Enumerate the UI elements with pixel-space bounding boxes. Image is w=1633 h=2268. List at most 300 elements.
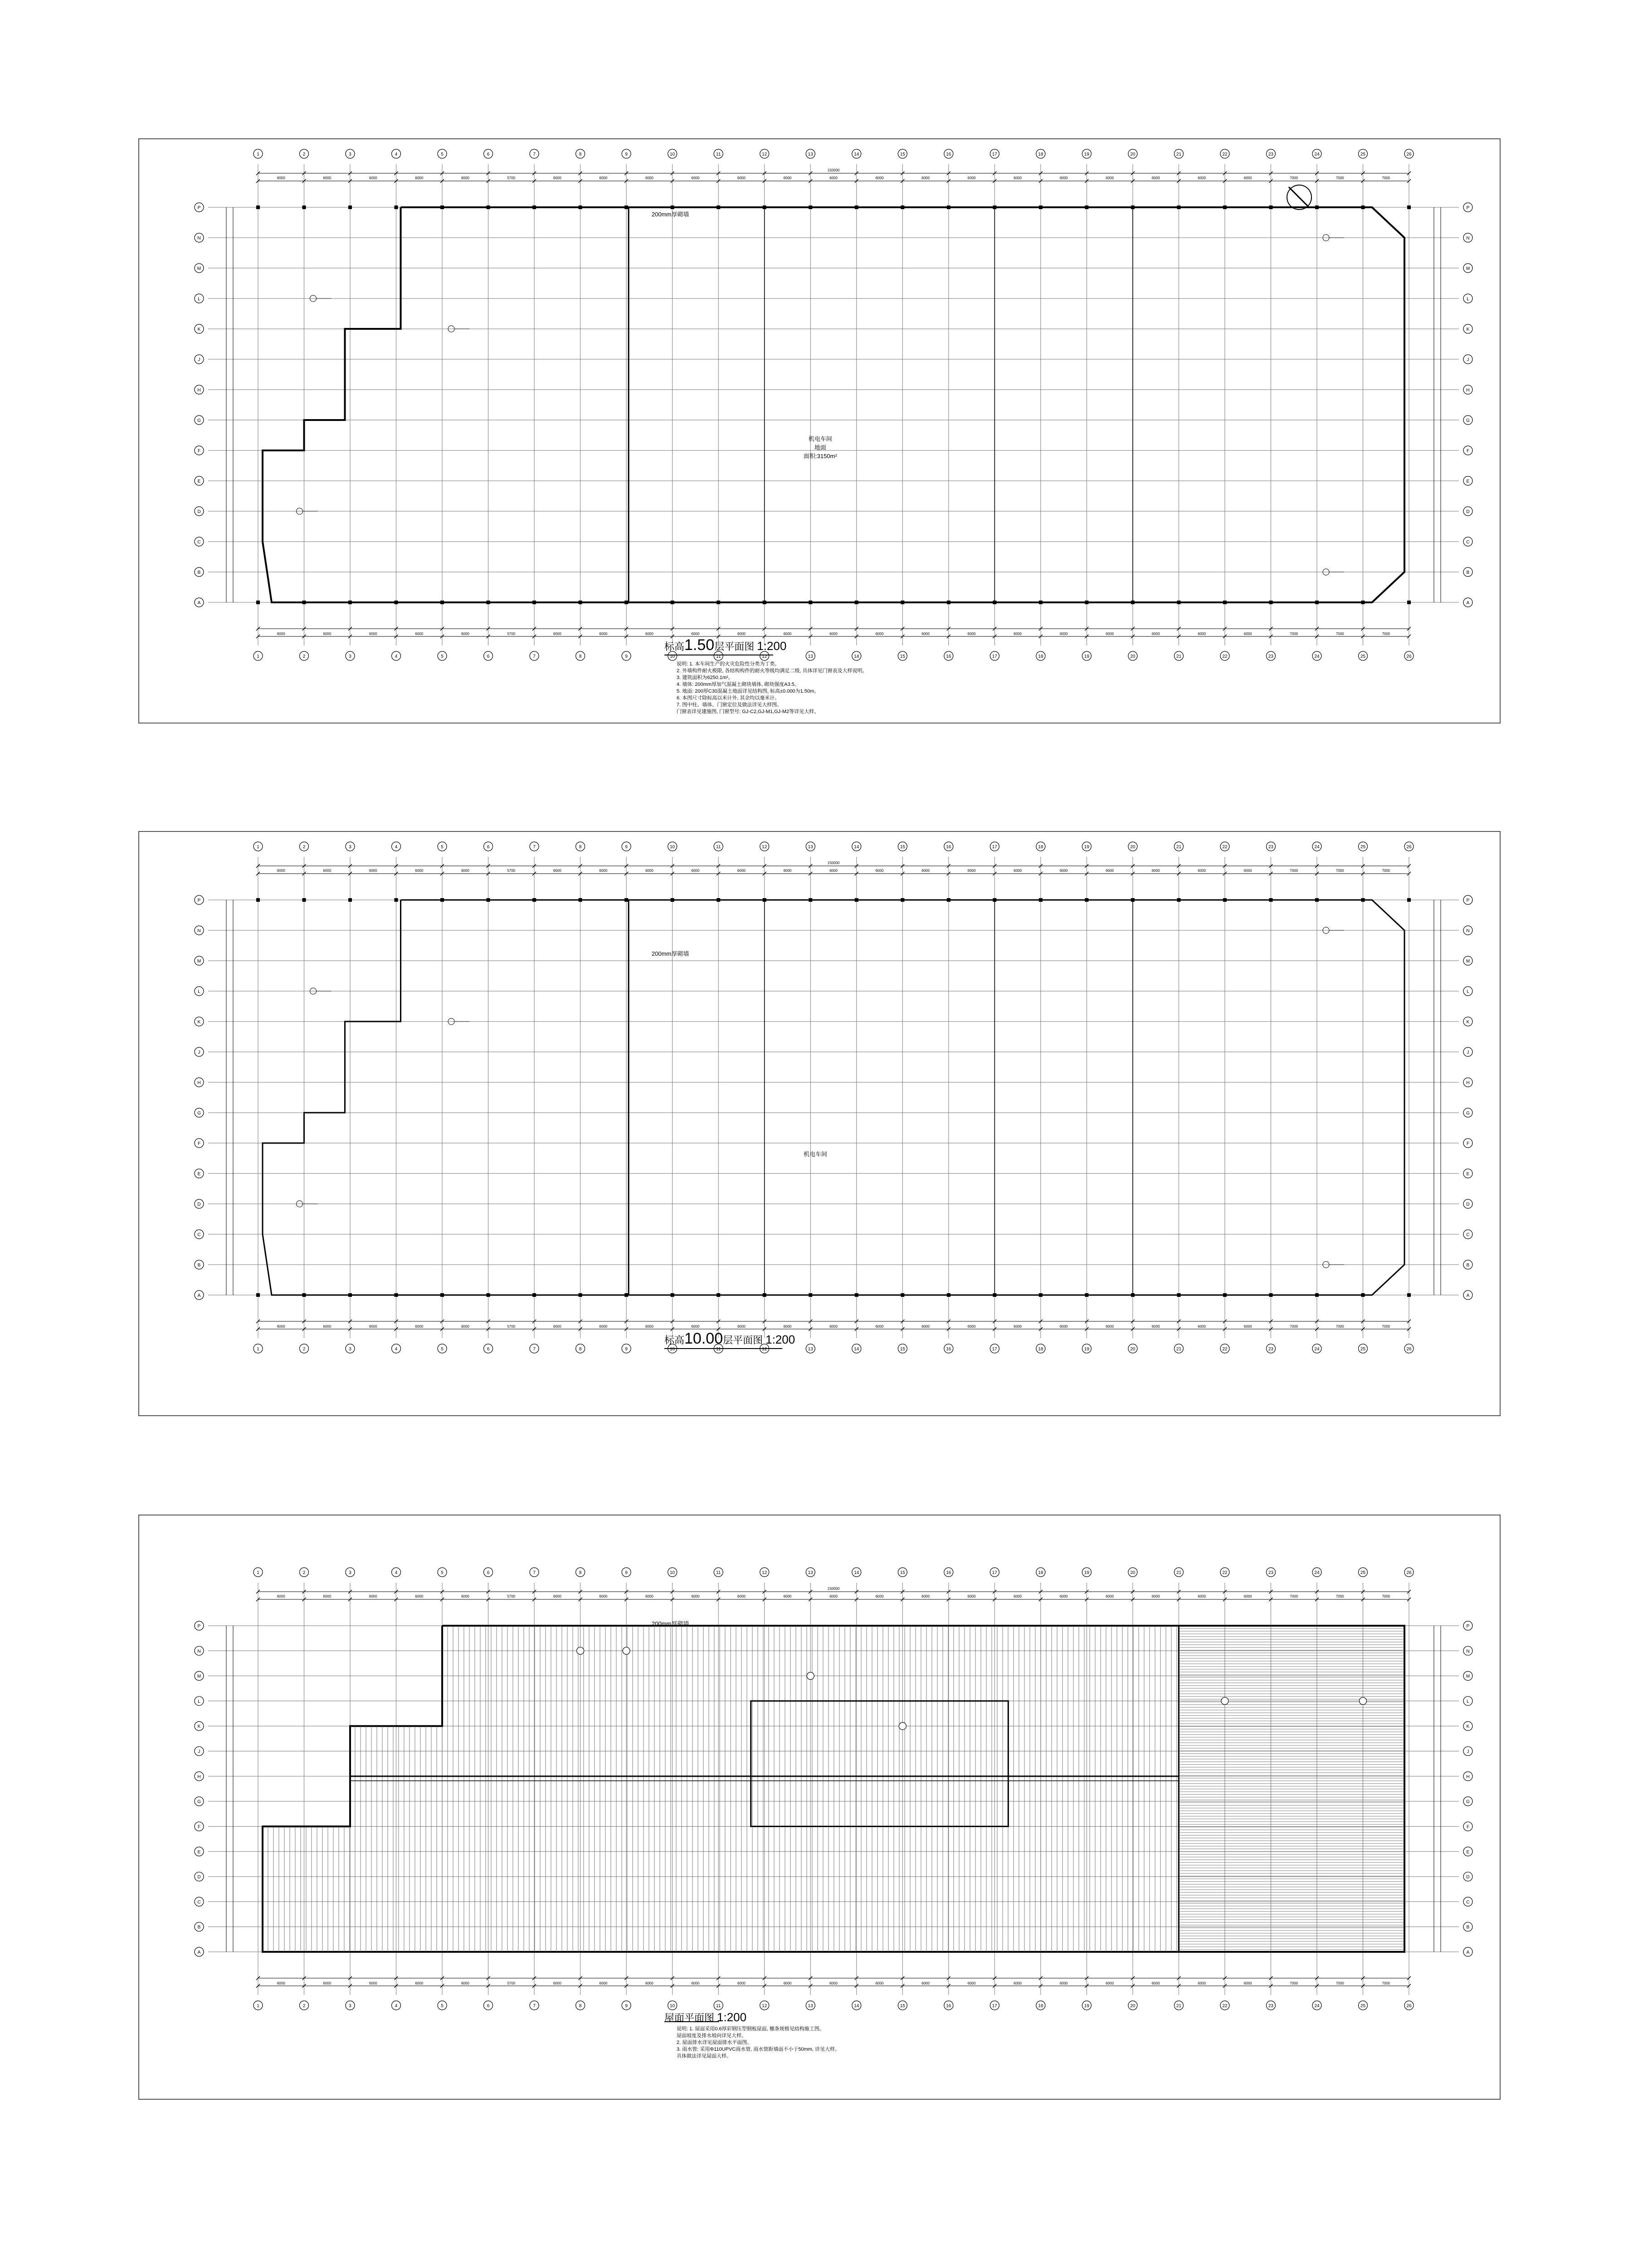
dimension-text: 6000	[415, 1594, 424, 1598]
axis-number: 14	[854, 2004, 859, 2009]
axis-number: 5	[441, 654, 444, 659]
axis-number: 19	[1084, 654, 1089, 659]
column-marker	[855, 1293, 858, 1297]
column-marker	[532, 205, 536, 209]
column-marker	[395, 601, 398, 604]
column-marker	[487, 601, 490, 604]
column-marker	[1223, 601, 1227, 604]
axis-letter: D	[1466, 509, 1470, 514]
axis-number: 21	[1176, 654, 1181, 659]
column-marker	[395, 205, 398, 209]
column-marker	[1177, 1293, 1180, 1297]
axis-letter: K	[1466, 1724, 1470, 1730]
note-line: 说明: 1. 本车间生产的火灾危险性分类为丁类。	[677, 661, 780, 667]
axis-letter: J	[198, 357, 200, 362]
axis-letter: B	[197, 1925, 201, 1930]
room-label: 机电车间 地面 面积:3150m²	[804, 435, 837, 459]
dimension-text: 5700	[507, 869, 516, 873]
dimension-text: 6000	[1198, 1594, 1206, 1598]
axis-letter: A	[1466, 1293, 1470, 1298]
column-marker	[256, 601, 260, 604]
note-line: 2. 屋面排水详见屋面排水平面图。	[677, 2040, 752, 2045]
dimension-text: 6000	[415, 869, 424, 873]
note-line: 3. 雨水管: 采用Φ110UPVC雨水管, 雨水管距墙面不小于50mm, 详见大样。	[677, 2047, 840, 2052]
dimension-text: 6000	[553, 176, 561, 180]
dimension-text: 6000	[829, 1594, 838, 1598]
axis-number: 6	[487, 1570, 490, 1575]
axis-number: 25	[1360, 845, 1366, 850]
dimension-text: 6000	[1243, 1594, 1252, 1598]
detail-callout	[1221, 1697, 1228, 1705]
dimension-text: 6000	[415, 1325, 424, 1329]
axis-letter: P	[1466, 205, 1470, 210]
dimension-text: 6000	[553, 869, 561, 873]
dimension-text: 6000	[691, 632, 700, 636]
column-marker	[1131, 205, 1135, 209]
axis-number: 9	[625, 2004, 628, 2009]
axis-number: 26	[1406, 845, 1412, 850]
axis-letter: E	[1466, 479, 1470, 484]
column-marker	[1085, 898, 1088, 902]
dimension-text: 6000	[921, 1325, 930, 1329]
column-marker	[1407, 601, 1411, 604]
dimension-text: 6000	[369, 176, 377, 180]
dimension-text: 6000	[691, 1325, 700, 1329]
axis-letter: B	[1466, 1263, 1470, 1268]
dimension-text: 6000	[323, 176, 331, 180]
column-marker	[1315, 205, 1319, 209]
column-marker	[1131, 898, 1135, 902]
dimension-text: 6000	[1151, 1594, 1160, 1598]
dimension-text: 6000	[277, 632, 285, 636]
note-line: 屋面坡度及排水坡向详见大样。	[677, 2033, 746, 2038]
axis-number: 11	[716, 152, 721, 157]
dimension-text: 6000	[783, 1594, 792, 1598]
axis-number: 12	[762, 1347, 767, 1352]
axis-number: 11	[716, 845, 721, 850]
column-marker	[1223, 1293, 1227, 1297]
column-marker	[1407, 205, 1411, 209]
axis-number: 8	[579, 654, 582, 659]
column-marker	[302, 205, 306, 209]
note-line: 7. 图中柱、墙体、门窗定位及做法详见大样图。	[677, 702, 782, 708]
axis-letter: D	[197, 1875, 201, 1880]
axis-letter: J	[198, 1749, 200, 1755]
note-line: 3. 建筑面积为6250.1m²。	[677, 675, 733, 680]
axis-letter: H	[197, 1774, 201, 1779]
axis-number: 9	[625, 654, 628, 659]
axis-letter: B	[197, 570, 201, 575]
axis-number: 26	[1406, 1347, 1412, 1352]
column-marker	[487, 1293, 490, 1297]
dimension-text: 6000	[553, 632, 561, 636]
column-marker	[717, 1293, 720, 1297]
axis-letter: L	[198, 989, 200, 994]
dimension-text: 7000	[1336, 176, 1344, 180]
dimension-text: 7000	[1290, 1981, 1298, 1985]
axis-letter: B	[1466, 570, 1470, 575]
column-marker	[809, 1293, 812, 1297]
dimension-text: 7000	[1290, 1325, 1298, 1329]
axis-number: 14	[854, 845, 859, 850]
dimension-text: 6000	[553, 1594, 561, 1598]
axis-number: 11	[716, 2004, 721, 2009]
axis-number: 2	[302, 654, 306, 659]
axis-number: 6	[487, 152, 490, 157]
axis-number: 5	[441, 152, 444, 157]
dimension-text: 6000	[415, 176, 424, 180]
dimension-text: 6000	[369, 632, 377, 636]
axis-number: 19	[1084, 152, 1089, 157]
axis-number: 16	[946, 654, 951, 659]
column-marker	[947, 1293, 951, 1297]
axis-number: 22	[1222, 654, 1228, 659]
column-marker	[901, 898, 904, 902]
column-marker	[1361, 898, 1365, 902]
dimension-text: 7000	[1382, 1325, 1390, 1329]
column-marker	[256, 898, 260, 902]
dimension-text: 6000	[737, 632, 746, 636]
dimension-text: 6000	[1151, 869, 1160, 873]
plan-notes	[677, 2026, 840, 2060]
dimension-text: 6000	[829, 632, 838, 636]
dimension-text: 6000	[737, 1594, 746, 1598]
dimension-text: 6000	[737, 1325, 746, 1329]
axis-number: 19	[1084, 1570, 1089, 1575]
axis-number: 16	[946, 2004, 951, 2009]
dimension-text: 5700	[507, 632, 516, 636]
axis-number: 18	[1038, 152, 1043, 157]
column-marker	[624, 898, 628, 902]
detail-callout	[577, 1647, 584, 1654]
column-marker	[763, 205, 766, 209]
axis-number: 23	[1268, 845, 1274, 850]
dimension-text: 6000	[461, 869, 469, 873]
dimension-text: 6000	[553, 1325, 561, 1329]
dimension-text: 6000	[875, 869, 884, 873]
axis-number: 3	[349, 2004, 351, 2009]
dimension-text: 5700	[507, 1325, 516, 1329]
column-marker	[256, 205, 260, 209]
axis-number: 6	[487, 1347, 490, 1352]
dimension-text: 6000	[1151, 176, 1160, 180]
column-marker	[348, 898, 352, 902]
dimension-text: 6000	[875, 1325, 884, 1329]
axis-letter: F	[197, 449, 201, 454]
dimension-text: 6000	[369, 1325, 377, 1329]
axis-number: 14	[854, 1570, 859, 1575]
axis-letter: F	[1466, 1824, 1470, 1830]
axis-number: 4	[395, 845, 398, 850]
dimension-text: 6000	[875, 632, 884, 636]
axis-letter: N	[1466, 1649, 1470, 1654]
axis-number: 16	[946, 845, 951, 850]
axis-number: 25	[1360, 654, 1366, 659]
dimension-text: 6000	[1243, 1981, 1252, 1985]
dimension-text: 6000	[783, 1981, 792, 1985]
column-marker	[1361, 601, 1365, 604]
axis-number: 12	[762, 1570, 767, 1575]
building-outline	[263, 207, 1404, 602]
axis-number: 5	[441, 1570, 444, 1575]
dimension-text: 6000	[921, 869, 930, 873]
axis-letter: F	[1466, 449, 1470, 454]
dimension-text: 6000	[921, 176, 930, 180]
axis-letter: K	[1466, 327, 1470, 332]
axis-number: 3	[349, 1570, 351, 1575]
dimension-text: 6000	[645, 1594, 653, 1598]
axis-number: 18	[1038, 654, 1043, 659]
axis-number: 23	[1268, 1347, 1274, 1352]
axis-number: 25	[1360, 2004, 1366, 2009]
dimension-text: 6000	[1198, 869, 1206, 873]
detail-callout	[807, 1672, 814, 1680]
axis-number: 1	[257, 1347, 259, 1352]
axis-number: 24	[1314, 654, 1320, 659]
axis-letter: M	[1466, 959, 1470, 964]
dimension-text: 6000	[323, 869, 331, 873]
axis-number: 10	[670, 1347, 675, 1352]
axis-number: 9	[625, 152, 628, 157]
axis-number: 21	[1176, 845, 1181, 850]
dimension-text: 6000	[691, 1594, 700, 1598]
axis-number: 11	[716, 654, 721, 659]
axis-number: 4	[395, 1347, 398, 1352]
note-line: 具体做法详见屋面大样。	[677, 2053, 731, 2059]
column-marker	[624, 601, 628, 604]
dimension-text: 6000	[691, 869, 700, 873]
axis-number: 22	[1222, 1347, 1228, 1352]
column-marker	[1039, 601, 1043, 604]
dimension-text: 6000	[691, 1981, 700, 1985]
dimension-text: 6000	[277, 1325, 285, 1329]
axis-letter: E	[1466, 1172, 1470, 1177]
dimension-text: 6000	[1106, 1981, 1114, 1985]
overall-dimension-text: 150000	[827, 861, 840, 865]
axis-letter: K	[197, 1020, 201, 1025]
column-marker	[993, 601, 996, 604]
wall-thickness-label: 200mm厚砌墙	[652, 950, 689, 957]
column-marker	[1039, 898, 1043, 902]
dimension-text: 6000	[829, 1325, 838, 1329]
dimension-text: 6000	[1151, 1325, 1160, 1329]
dimension-text: 7000	[1290, 632, 1298, 636]
axis-letter: N	[197, 236, 201, 241]
column-marker	[809, 601, 812, 604]
dimension-text: 7000	[1382, 632, 1390, 636]
axis-letter: F	[197, 1141, 201, 1146]
axis-number: 8	[579, 845, 582, 850]
axis-number: 4	[395, 2004, 398, 2009]
dimension-text: 6000	[875, 1981, 884, 1985]
axis-number: 22	[1222, 845, 1228, 850]
dimension-text: 6000	[1243, 176, 1252, 180]
axis-number: 12	[762, 654, 767, 659]
drawing-sheet-3	[138, 1515, 1501, 2100]
axis-number: 24	[1314, 1570, 1320, 1575]
dimension-text: 6000	[461, 1594, 469, 1598]
axis-number: 18	[1038, 1347, 1043, 1352]
axis-number: 10	[670, 654, 675, 659]
axis-number: 5	[441, 1347, 444, 1352]
axis-letter: E	[1466, 1849, 1470, 1855]
column-marker	[440, 601, 444, 604]
plan-title: 屋面平面图 1:200	[664, 2010, 747, 2024]
dimension-text: 6000	[1059, 869, 1068, 873]
axis-number: 10	[670, 2004, 675, 2009]
axis-letter: B	[1466, 1925, 1470, 1930]
axis-number: 9	[625, 1570, 628, 1575]
axis-number: 13	[808, 1347, 813, 1352]
note-line: 5. 地面: 200厚C30混凝土地面详见结构图, 标高±0.000为1.50m。	[677, 689, 819, 694]
axis-letter: C	[1466, 1900, 1470, 1905]
dimension-text: 7000	[1336, 1325, 1344, 1329]
roof-plan	[139, 1515, 1500, 2099]
dimension-text: 6000	[645, 1981, 653, 1985]
column-marker	[809, 205, 812, 209]
plan-title: 标高10.00层平面图 1:200	[664, 1330, 795, 1347]
axis-number: 22	[1222, 2004, 1228, 2009]
axis-number: 18	[1038, 1570, 1043, 1575]
dimension-text: 6000	[1059, 632, 1068, 636]
dimension-text: 6000	[1151, 1981, 1160, 1985]
axis-number: 23	[1268, 1570, 1274, 1575]
dimension-text: 6000	[1106, 1325, 1114, 1329]
column-marker	[302, 601, 306, 604]
dimension-text: 7000	[1382, 1981, 1390, 1985]
axis-number: 14	[854, 1347, 859, 1352]
axis-number: 1	[257, 2004, 259, 2009]
axis-letter: G	[197, 1111, 201, 1116]
axis-letter: C	[1466, 540, 1470, 545]
column-marker	[993, 205, 996, 209]
axis-number: 23	[1268, 152, 1274, 157]
dimension-text: 6000	[1198, 632, 1206, 636]
column-marker	[1039, 1293, 1043, 1297]
axis-number: 1	[257, 654, 259, 659]
axis-number: 13	[808, 2004, 813, 2009]
axis-number: 26	[1406, 1570, 1412, 1575]
axis-number: 24	[1314, 1347, 1320, 1352]
dimension-text: 6000	[1014, 1981, 1022, 1985]
axis-number: 18	[1038, 845, 1043, 850]
floor-plan-2	[139, 832, 1500, 1415]
dimension-text: 6000	[645, 1325, 653, 1329]
column-marker	[1085, 601, 1088, 604]
axis-letter: P	[197, 1624, 201, 1629]
axis-letter: N	[197, 929, 201, 934]
axis-letter: M	[1466, 266, 1470, 271]
axis-letter: P	[1466, 1624, 1470, 1629]
axis-number: 22	[1222, 152, 1228, 157]
axis-number: 15	[900, 1347, 905, 1352]
dimension-text: 7000	[1382, 176, 1390, 180]
axis-number: 8	[579, 2004, 582, 2009]
column-marker	[947, 898, 951, 902]
dimension-text: 5700	[507, 1981, 516, 1985]
column-marker	[532, 1293, 536, 1297]
axis-number: 11	[716, 1347, 721, 1352]
column-marker	[855, 601, 858, 604]
axis-number: 1	[257, 845, 259, 850]
axis-number: 2	[302, 2004, 306, 2009]
dimension-text: 6000	[783, 869, 792, 873]
column-marker	[717, 205, 720, 209]
axis-number: 7	[533, 152, 536, 157]
column-marker	[1315, 1293, 1319, 1297]
axis-number: 5	[441, 845, 444, 850]
dimension-text: 6000	[967, 1325, 976, 1329]
axis-number: 19	[1084, 845, 1089, 850]
column-marker	[993, 1293, 996, 1297]
dimension-text: 5700	[507, 176, 516, 180]
dimension-text: 6000	[1059, 176, 1068, 180]
axis-letter: J	[1467, 357, 1469, 362]
dimension-text: 6000	[277, 1594, 285, 1598]
dimension-text: 6000	[415, 1981, 424, 1985]
title-underline	[664, 1348, 782, 1349]
column-marker	[579, 601, 582, 604]
column-marker	[440, 205, 444, 209]
column-marker	[1177, 898, 1180, 902]
dimension-text: 6000	[691, 176, 700, 180]
axis-number: 18	[1038, 2004, 1043, 2009]
axis-number: 8	[579, 1570, 582, 1575]
dimension-text: 6000	[277, 176, 285, 180]
axis-number: 22	[1222, 1570, 1228, 1575]
column-marker	[487, 898, 490, 902]
axis-number: 2	[302, 152, 306, 157]
column-marker	[302, 1293, 306, 1297]
axis-number: 9	[625, 845, 628, 850]
column-marker	[671, 601, 674, 604]
dimension-text: 6000	[553, 1981, 561, 1985]
column-marker	[348, 601, 352, 604]
column-marker	[487, 205, 490, 209]
axis-number: 25	[1360, 152, 1366, 157]
axis-number: 26	[1406, 152, 1412, 157]
axis-number: 8	[579, 152, 582, 157]
dimension-text: 6000	[737, 1981, 746, 1985]
note-line: 4. 墙体: 200mm厚加气混凝土砌块墙体, 砌块强度A3.5。	[677, 682, 799, 687]
axis-number: 20	[1130, 845, 1136, 850]
overall-dimension-text: 150000	[827, 1587, 840, 1591]
axis-letter: G	[1466, 418, 1470, 423]
dimension-text: 6000	[967, 1594, 976, 1598]
dimension-text: 6000	[783, 632, 792, 636]
column-marker	[1177, 601, 1180, 604]
axis-letter: A	[1466, 601, 1470, 606]
axis-letter: H	[1466, 388, 1470, 393]
axis-letter: A	[197, 1950, 201, 1955]
dimension-text: 7000	[1336, 632, 1344, 636]
column-marker	[1407, 898, 1411, 902]
column-marker	[624, 205, 628, 209]
column-marker	[1269, 601, 1272, 604]
dimension-text: 7000	[1336, 1981, 1344, 1985]
column-marker	[532, 898, 536, 902]
column-marker	[947, 205, 951, 209]
axis-number: 21	[1176, 2004, 1181, 2009]
dimension-text: 6000	[1106, 1594, 1114, 1598]
wall-thickness-label: 200mm厚砌墙	[652, 1620, 689, 1627]
dimension-text: 7000	[1336, 869, 1344, 873]
dimension-text: 6000	[1151, 632, 1160, 636]
column-marker	[901, 1293, 904, 1297]
axis-number: 11	[716, 1570, 721, 1575]
axis-number: 26	[1406, 2004, 1412, 2009]
axis-number: 3	[349, 1347, 351, 1352]
